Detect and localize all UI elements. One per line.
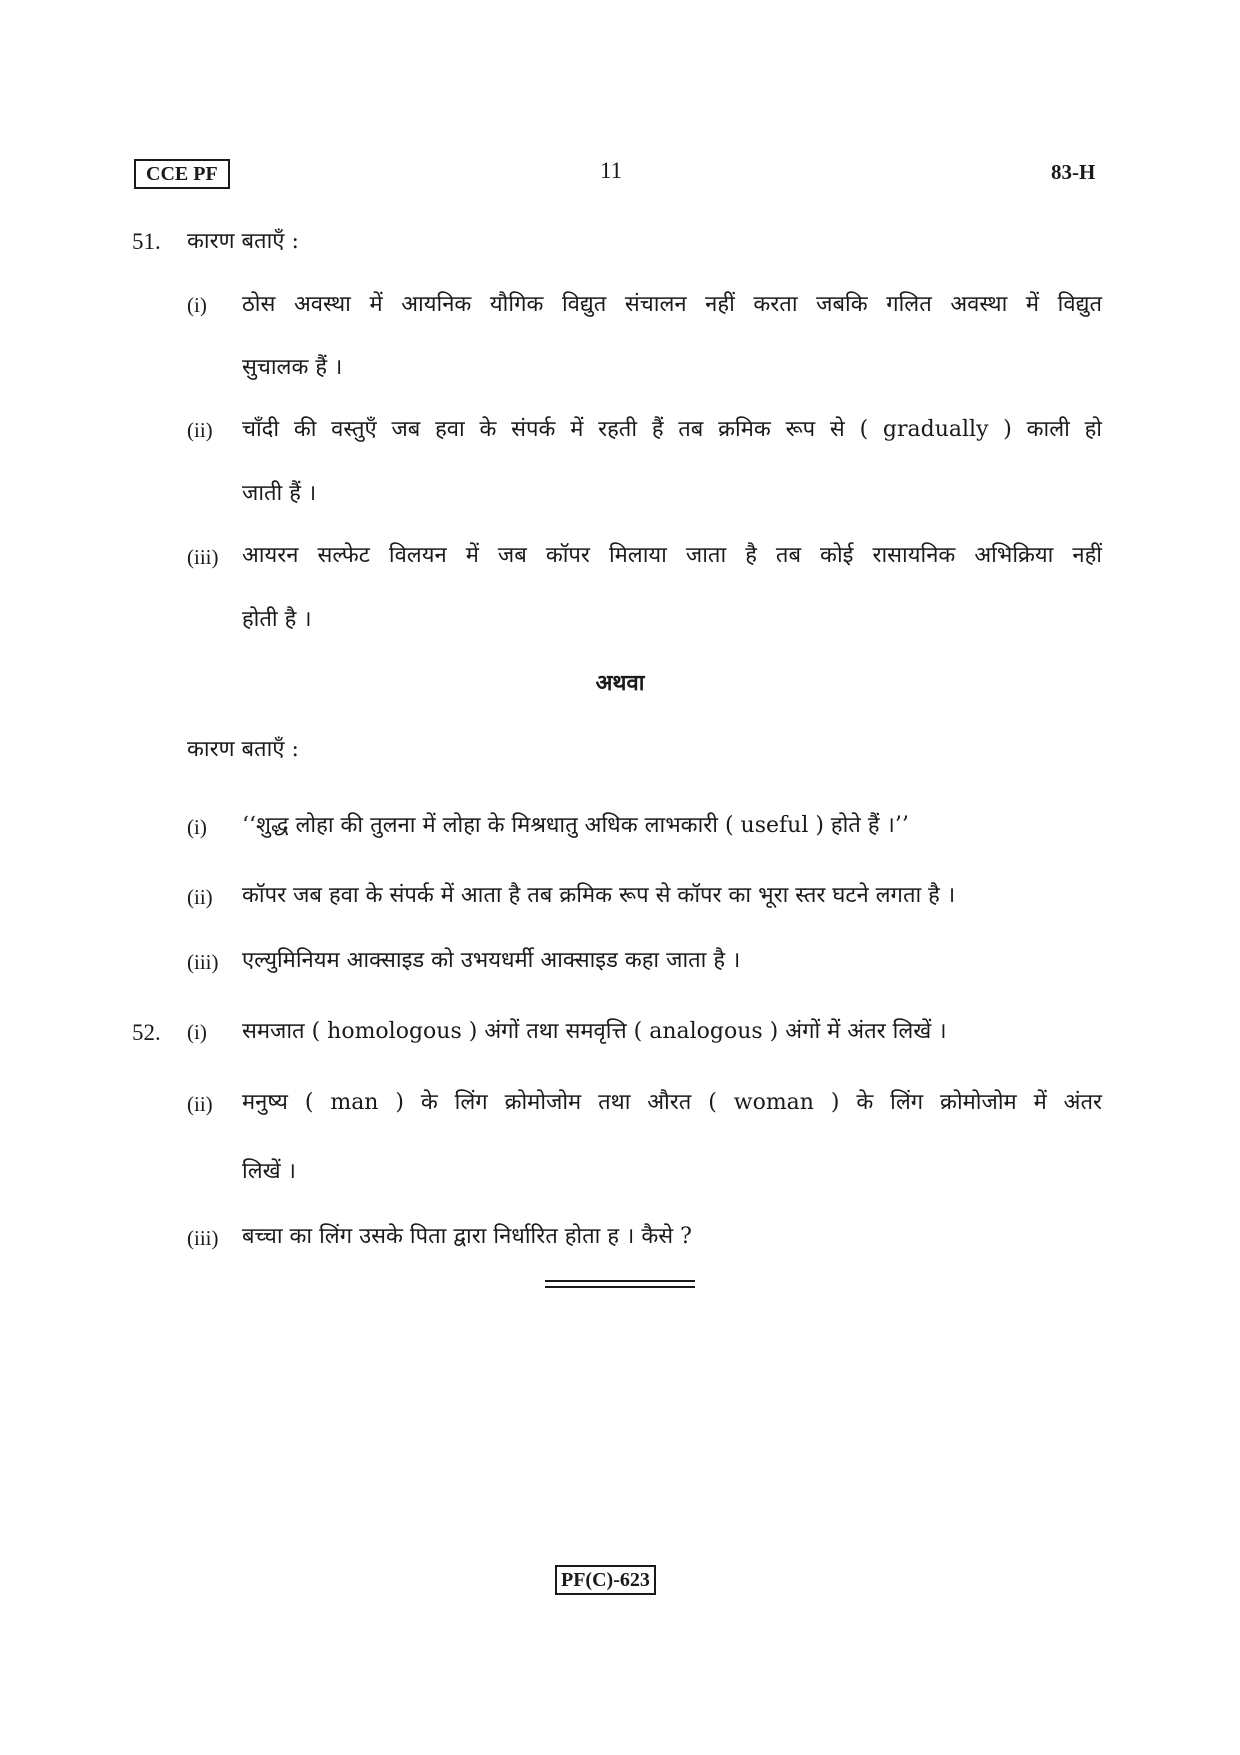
footer-code-box: PF(C)-623 — [555, 1565, 656, 1595]
q52-iii-text: बच्चा का लिंग उसके पिता द्वारा निर्धारित होता ह । कैसे ? — [242, 1224, 692, 1249]
q52-i-roman: (i) — [187, 1020, 207, 1044]
q51-alt-i-roman: (i) — [187, 815, 207, 839]
header-code-box: CCE PF — [134, 159, 230, 189]
q51-alt-ii-text: कॉपर जब हवा के संपर्क में आता है तब क्रमिक रूप से कॉपर का भूरा स्तर घटने लगता है । — [242, 883, 956, 908]
q51-alt-i-text: ‘‘शुद्ध लोहा की तुलना में लोहा के मिश्रधातु अधिक लाभकारी ( useful ) होते हैं ।’’ — [242, 813, 909, 838]
q51-ii-line2: जाती हैं । — [242, 481, 317, 506]
or-heading: अथवा — [595, 670, 645, 696]
q51-i-line1: ठोस अवस्था में आयनिक यौगिक विद्युत संचालन नहीं करता जबकि गलित अवस्था में विद्युत — [242, 292, 1102, 317]
q51-alt-iii-roman: (iii) — [187, 950, 219, 974]
paper-code: 83-H — [1051, 160, 1096, 184]
q51-number: 51. — [132, 229, 161, 254]
q51-iii-line2: होती है । — [242, 607, 312, 632]
q51-alt-prompt: कारण बताएँ : — [187, 737, 299, 762]
q52-i-text: समजात ( homologous ) अंगों तथा समवृत्ति ( analogous ) अंगों में अंतर लिखें । — [242, 1019, 947, 1044]
q51-i-line2: सुचालक हैं । — [242, 355, 343, 380]
q52-iii-roman: (iii) — [187, 1226, 219, 1250]
q52-ii-roman: (ii) — [187, 1092, 213, 1116]
q51-alt-ii-roman: (ii) — [187, 885, 213, 909]
q51-iii-line1: आयरन सल्फेट विलयन में जब कॉपर मिलाया जाता है तब कोई रासायनिक अभिक्रिया नहीं — [242, 543, 1102, 568]
q51-alt-iii-text: एल्युमिनियम आक्साइड को उभयधर्मी आक्साइड कहा जाता है । — [242, 948, 741, 973]
page-number: 11 — [600, 158, 623, 183]
q52-number: 52. — [132, 1020, 161, 1045]
q51-i-roman: (i) — [187, 293, 207, 317]
end-rule-bottom — [545, 1286, 695, 1288]
q51-iii-roman: (iii) — [187, 545, 219, 569]
q52-ii-line2: लिखें । — [242, 1159, 296, 1184]
end-rule-top — [545, 1280, 695, 1282]
q51-ii-line1: चाँदी की वस्तुएँ जब हवा के संपर्क में रहती हैं तब क्रमिक रूप से ( gradually ) काली हो — [242, 417, 1102, 442]
q51-prompt: कारण बताएँ : — [187, 229, 299, 254]
q51-ii-roman: (ii) — [187, 418, 213, 442]
q52-ii-line1: मनुष्य ( man ) के लिंग क्रोमोजोम तथा औरत ( woman ) के लिंग क्रोमोजोम में अंतर — [242, 1090, 1102, 1115]
